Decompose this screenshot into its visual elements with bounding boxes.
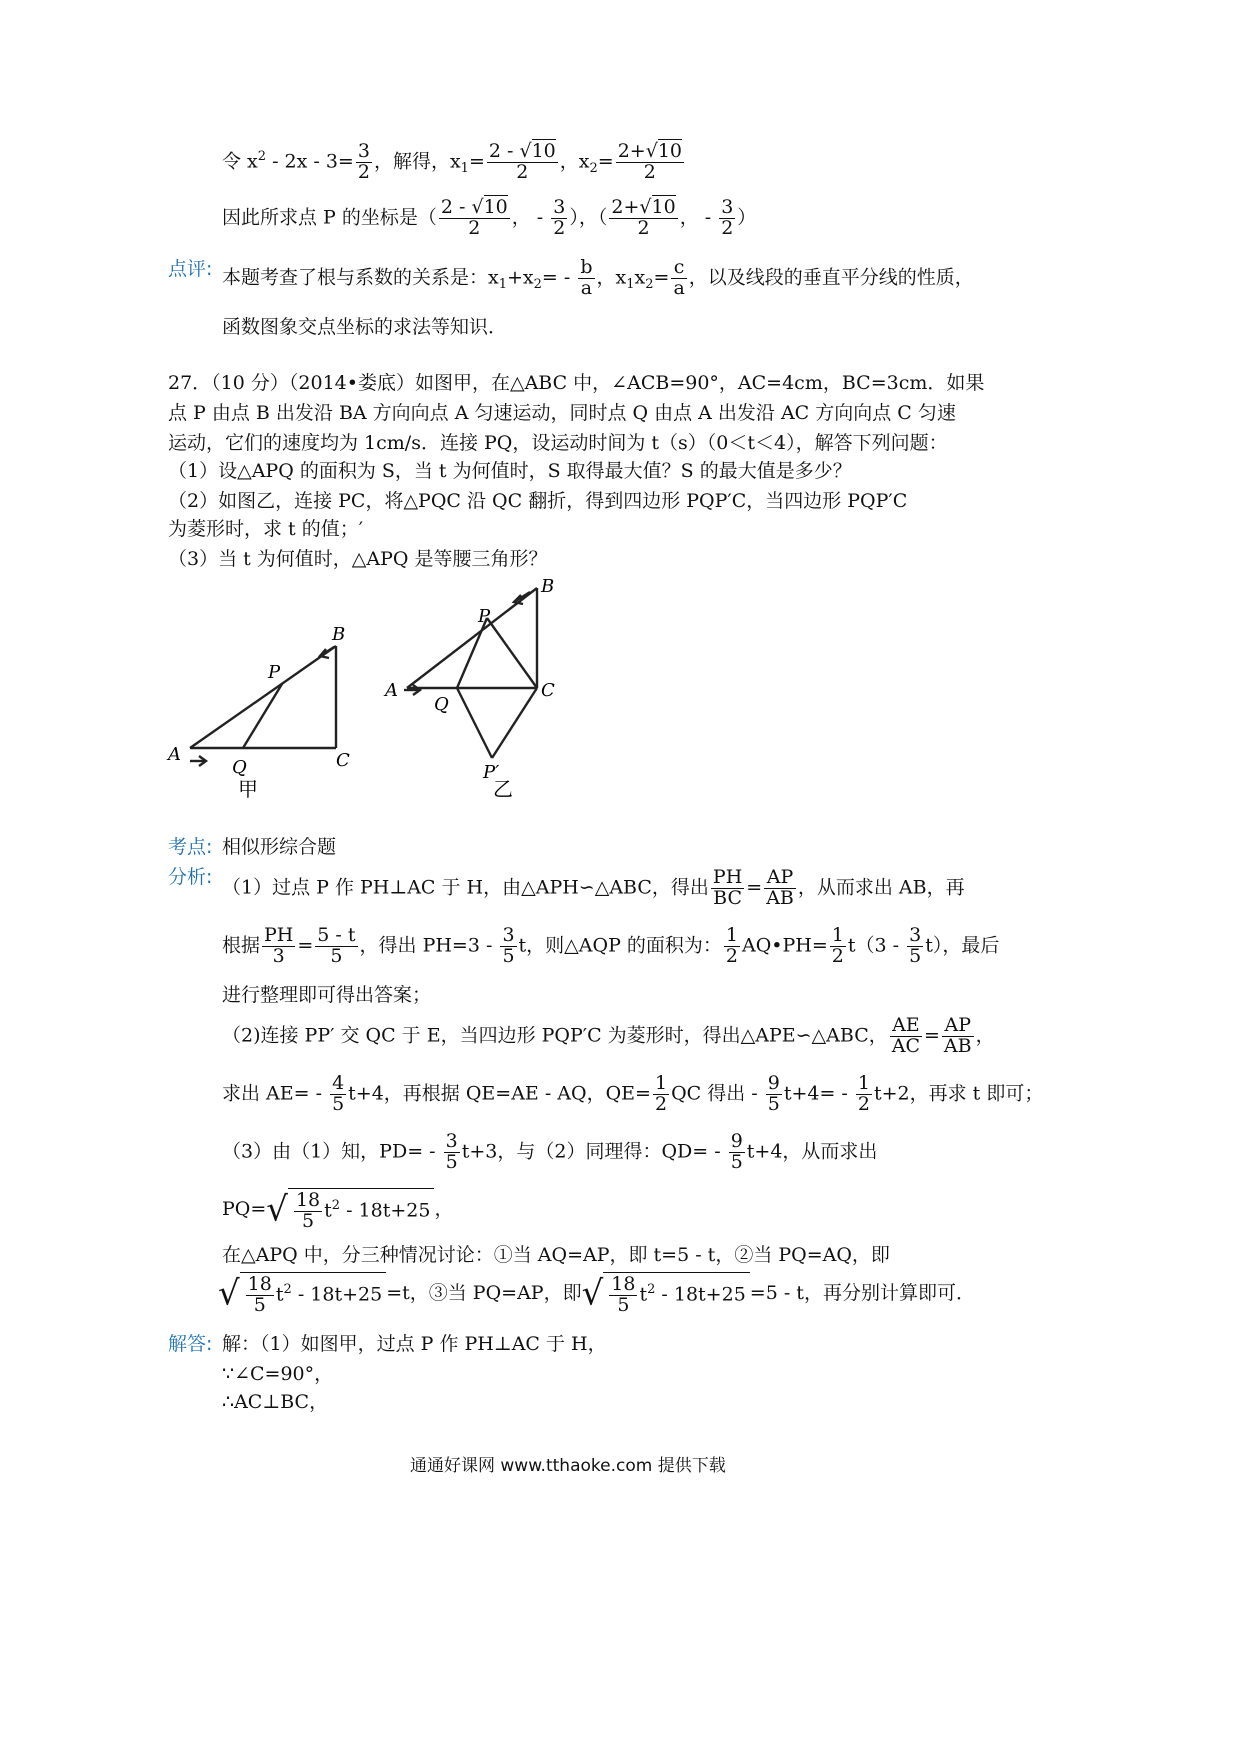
fraction: $\frac{4}{5}$ <box>332 1072 345 1115</box>
fig2-label-p: P <box>478 606 491 627</box>
analysis-line-6: （3）由（1）知，PD= - $\frac{3}{5}$ t+3，与（2）同理得：QD= - $\frac{9}{5}$ t+4，从而求出 <box>222 1130 878 1173</box>
fraction: $\frac{c}{a}$ <box>673 256 685 299</box>
analysis-line-8: 在△APQ 中，分三种情况讨论：①当 AQ=AP，即 t=5 - t，②当 PQ=AQ，即 <box>222 1244 890 1266</box>
radical: √ $\frac{18}{5}$ $t^2 - 18t+25$ <box>218 1272 386 1316</box>
fraction: $\frac{9}{5}$ <box>730 1130 743 1173</box>
problem-line-3: 运动，它们的速度均为 1cm/s．连接 PQ，设运动时间为 t（s）（0＜t＜4），解答下列问题： <box>168 432 948 454</box>
fraction: $\frac{3}{5}$ <box>502 924 515 967</box>
geometry-figures <box>0 570 1240 810</box>
fig2-label-b: B <box>541 576 555 597</box>
page-footer: 通通好课网 www.tthaoke.com 提供下载 <box>410 1456 726 1476</box>
kaodian-text: 相似形综合题 <box>222 836 337 858</box>
answer-line-1: 解：（1）如图甲，过点 P 作 PH⊥AC 于 H， <box>222 1333 607 1355</box>
fig1-label-b: B <box>332 624 346 645</box>
fig1-label-a: A <box>168 744 181 765</box>
analysis-line-4: （2)连接 PP′ 交 QC 于 E，当四边形 PQP′C 为菱形时，得出△APE∽△ABC， $\frac{AE}{AC}$ = $\frac{AP}{AB}$ ， <box>222 1014 995 1057</box>
fraction: $\frac{3}{2}$ <box>357 140 370 183</box>
fraction: $\frac{3}{2}$ <box>721 196 734 239</box>
fraction: $\frac{3}{2}$ <box>553 196 566 239</box>
fig1-label-p: P <box>268 662 281 683</box>
answer-line-2: ∵∠C=90°， <box>222 1363 334 1385</box>
x2-fraction: $\frac{2+√10}{2}$ <box>617 140 682 183</box>
fig1-label-c: C <box>336 750 350 771</box>
fraction: $\frac{5 - t}{5}$ <box>317 924 356 967</box>
fraction: $\frac{b}{a}$ <box>580 256 593 299</box>
fraction: $\frac{1}{2}$ <box>725 924 738 967</box>
fig2-label-pprime: P′ <box>483 762 500 783</box>
fraction: $\frac{AP}{AB}$ <box>943 1014 972 1057</box>
analysis-line-1: （1）过点 P 作 PH⊥AC 于 H，由△APH∽△ABC，得出 $\frac{PH}{BC}$ = $\frac{AP}{AB}$ ，从而求出 AB，再 <box>222 866 965 909</box>
problem-line-1: 27．（10 分）（2014•娄底）如图甲，在△ABC 中，∠ACB=90°，AC=4cm，BC=3cm．如果 <box>168 372 985 394</box>
fraction: $\frac{3}{5}$ <box>445 1130 458 1173</box>
radical: √ $\frac{18}{5}$ $t^2 - 18t+25$ <box>582 1272 750 1316</box>
fig2-label-c: C <box>541 680 555 701</box>
analysis-label: 分析: <box>168 866 213 888</box>
fraction: $\frac{2+√10}{2}$ <box>611 196 676 239</box>
fraction: $\frac{1}{2}$ <box>654 1072 668 1115</box>
fraction: $\frac{1}{2}$ <box>831 924 844 967</box>
analysis-line-2: 根据 $\frac{PH}{3}$ = $\frac{5 - t}{5}$ ，得出 PH=3 - $\frac{3}{5}$ t，则△AQP 的面积为： $\frac{1}{2}$ AQ•PH= $\frac{1}{2}$ t（3 - $\frac{3}{5}$ t），最后 <box>222 924 1000 967</box>
answer-label: 解答: <box>168 1333 213 1355</box>
question-2a: （2）如图乙，连接 PC，将△PQC 沿 QC 翻折，得到四边形 PQP′C，当四边形 PQP′C <box>168 490 908 512</box>
fraction: $\frac{3}{5}$ <box>909 924 922 967</box>
intro-line-1: 令 $x^2 - 2x - 3=$ $\frac{3}{2}$ ，解得，$x_1=$ $\frac{2 - √10}{2}$ ，$x_2=$ $\frac{2+√10}{2}$ <box>222 140 682 183</box>
analysis-line-5: 求出 AE= - $\frac{4}{5}$ t+4，再根据 QE=AE - AQ，QE= $\frac{1}{2}$ QC 得出 - $\frac{9}{5}$ t+4= - $\frac{1}{2}$ t+2，再求 t 即可； <box>222 1072 1044 1115</box>
fig1-label-q: Q <box>232 757 247 778</box>
problem-line-2: 点 P 由点 B 出发沿 BA 方向向点 A 匀速运动，同时点 Q 由点 A 出发沿 AC 方向向点 C 匀速 <box>168 402 956 424</box>
fraction: $\frac{9}{5}$ <box>767 1072 780 1115</box>
figure-jia <box>190 646 336 766</box>
intro-line-2: 因此所求点 P 的坐标是（ $\frac{2 - √10}{2}$ ， - $\frac{3}{2}$ ），（ $\frac{2+√10}{2}$ ， - $\frac{3}{2}$ ） <box>222 196 757 239</box>
analysis-line-7: PQ=√ $\frac{18}{5}$ $t^2 - 18t+25$ ， <box>222 1189 454 1232</box>
question-2b: 为菱形时，求 t 的值；′ <box>168 518 364 540</box>
analysis-line-3: 进行整理即可得出答案； <box>222 984 432 1006</box>
fraction: $\frac{1}{2}$ <box>857 1072 870 1115</box>
fig2-caption: 乙 <box>493 777 513 801</box>
comment-label: 点评: <box>168 258 213 280</box>
fraction: $\frac{2 - √10}{2}$ <box>440 196 508 239</box>
fraction: $\frac{PH}{BC}$ <box>712 866 743 909</box>
question-3: （3）当 t 为何值时，△APQ 是等腰三角形？ <box>168 548 548 570</box>
comment-line-2: 函数图象交点坐标的求法等知识． <box>222 316 508 338</box>
radical: √ $\frac{18}{5}$ $t^2 - 18t+25$ <box>266 1188 434 1232</box>
fig1-caption: 甲 <box>238 777 258 801</box>
fraction: $\frac{PH}{3}$ <box>264 924 294 967</box>
kaodian-label: 考点: <box>168 836 213 858</box>
comment-line-1: 本题考查了根与系数的关系是：$x_1+x_2=$ - $\frac{b}{a}$ ，$x_1x_2=$ $\frac{c}{a}$ ，以及线段的垂直平分线的性质， <box>222 256 974 299</box>
question-1: （1）设△APQ 的面积为 S，当 t 为何值时，S 取得最大值？S 的最大值是多少？ <box>168 460 852 482</box>
figure-yi <box>404 588 537 758</box>
fraction: $\frac{AP}{AB}$ <box>766 866 794 909</box>
fraction: $\frac{AE}{AC}$ <box>891 1014 920 1057</box>
analysis-line-9: √ $\frac{18}{5}$ $t^2 - 18t+25 =t$，③当 PQ=AP，即√ $\frac{18}{5}$ $t^2 - 18t+25 =5 - t$，再分别计算即可． <box>218 1273 975 1316</box>
fig2-label-a: A <box>385 680 398 701</box>
answer-line-3: ∴AC⊥BC， <box>222 1391 329 1413</box>
fig2-label-q: Q <box>434 694 449 715</box>
x1-fraction: $\frac{2 - √10}{2}$ <box>488 140 556 183</box>
